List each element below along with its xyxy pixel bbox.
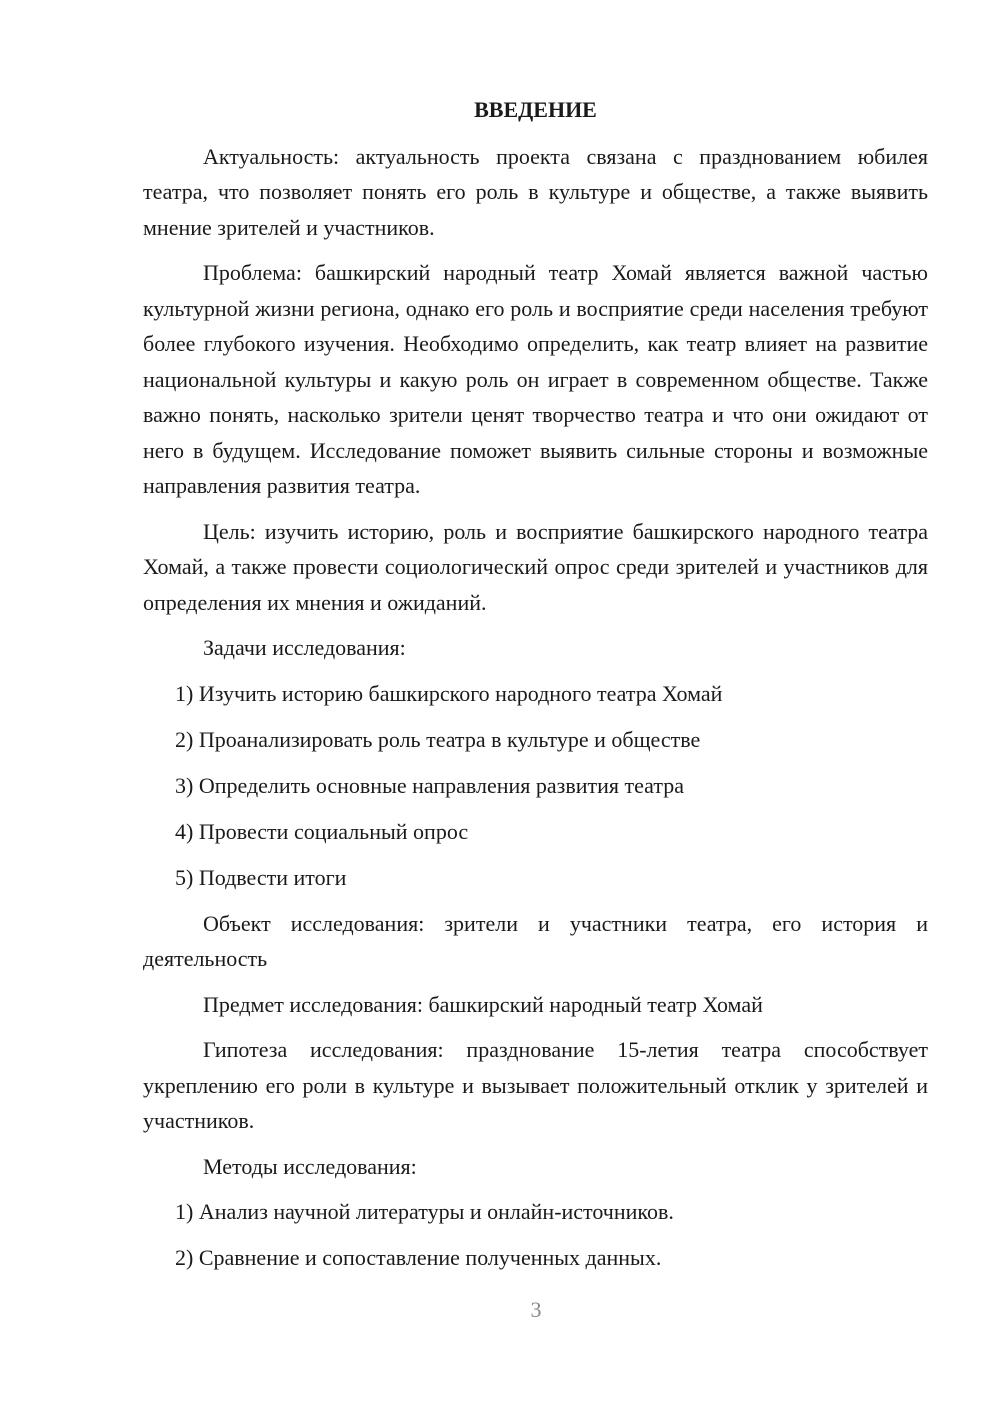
tasks-heading: Задачи исследования: <box>203 635 406 660</box>
page-title: ВВЕДЕНИЕ <box>474 97 597 122</box>
list-item: 2) Сравнение и сопоставление полученных данных. <box>175 1245 662 1270</box>
list-item: 5) Подвести итоги <box>175 864 347 890</box>
document-page <box>143 92 928 1286</box>
hypothesis-paragraph: Гипотеза исследования: празднование 15-летия театра способствует укреплению его роли в культуре и вызывает положительный отклик у зрителей и участников. <box>143 1037 928 1133</box>
list-item: 1) Анализ научной литературы и онлайн-источников. <box>175 1199 674 1224</box>
list-item: 2) Проанализировать роль театра в культуре и обществе <box>175 726 701 752</box>
tasks-list <box>143 676 928 896</box>
methods-heading: Методы исследования: <box>203 1153 417 1179</box>
page-number: 3 <box>530 1297 542 1322</box>
problem-paragraph: Проблема: башкирский народный театр Хомай является важной частью культурной жизни региона, однако его роль и восприятие среди населения требуют более глубокого изучения. Необходимо определить, как театр влияет на развитие национальной культуры и какую роль он играет в современном обществе. Также важно понять, насколько зрители ценят творчество театра и что они ожидают от него в будущем. Исследование поможет выявить сильные стороны и возможные направления развития театра. <box>143 260 928 498</box>
relevance-paragraph: Актуальность: актуальность проекта связана с празднованием юбилея театра, что позволяет понять его роль в культуре и обществе, а также выявить мнение зрителей и участников. <box>143 143 928 240</box>
methods-list <box>143 1194 928 1276</box>
subject-paragraph: Предмет исследования: башкирский народный театр Хомай <box>203 991 763 1017</box>
goal-paragraph: Цель: изучить историю, роль и восприятие башкирского народного театра Хомай, а также провести социологический опрос среди зрителей и участников для определения их мнения и ожиданий. <box>143 518 928 615</box>
list-item: 3) Определить основные направления развития театра <box>175 772 685 798</box>
list-item: 4) Провести социальный опрос <box>175 818 469 844</box>
list-item: 1) Изучить историю башкирского народного театра Хомай <box>175 680 723 706</box>
object-paragraph: Объект исследования: зрители и участники театра, его история и деятельность <box>143 910 928 971</box>
